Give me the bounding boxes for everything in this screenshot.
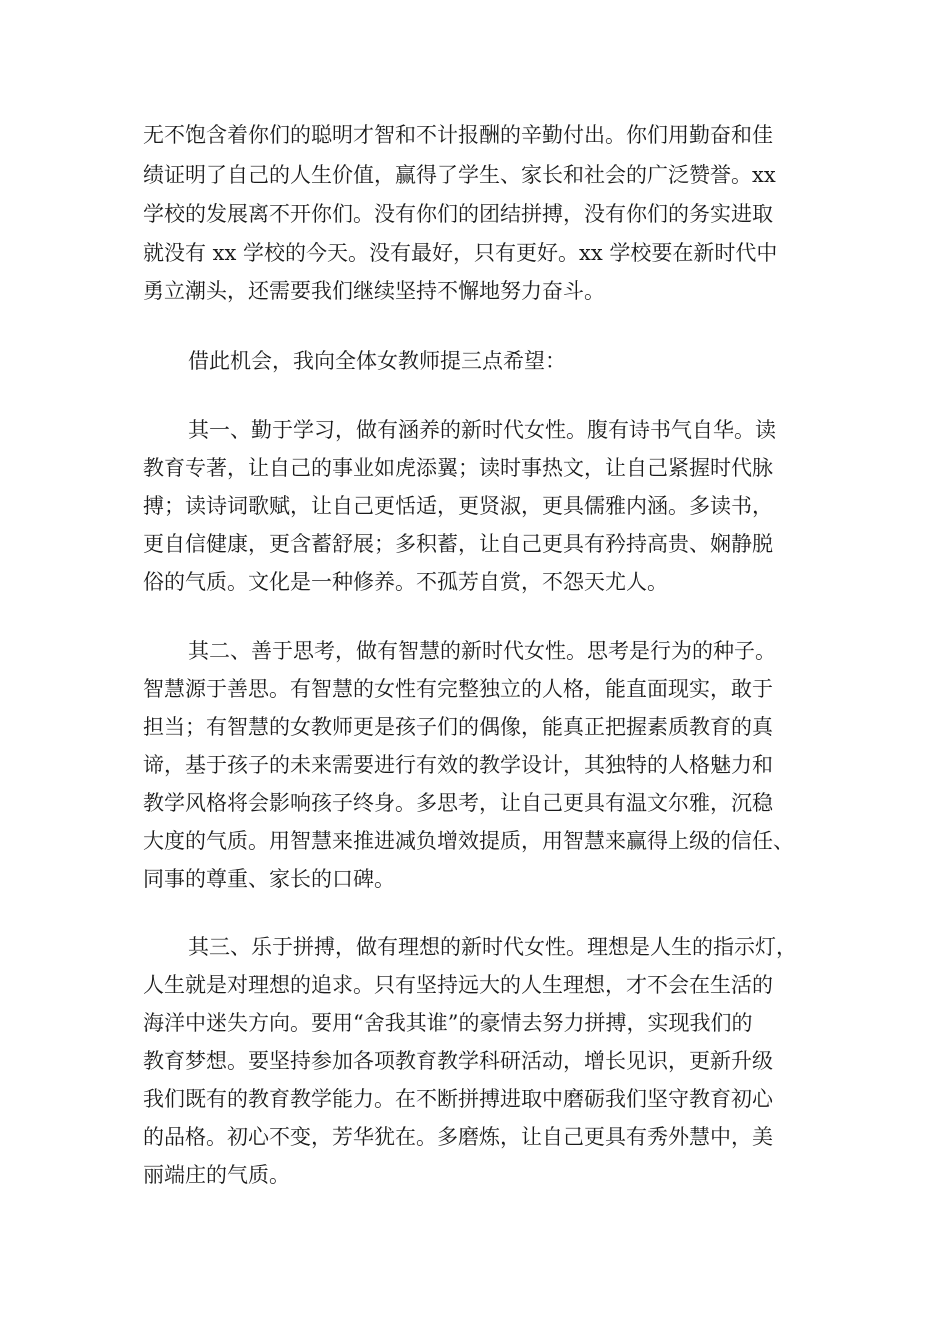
paragraph-line: 我们既有的教育教学能力。在不断拼搏进取中磨砺我们坚守教育初心 <box>143 1087 773 1111</box>
paragraph-line: 人生就是对理想的追求。只有坚持远大的人生理想，才不会在生活的 <box>143 973 773 997</box>
paragraph-line: 教育专著，让自己的事业如虎添翼；读时事热文，让自己紧握时代脉 <box>143 456 773 480</box>
paragraph-line: 海洋中迷失方向。要用“舍我其谁”的豪情去努力拼搏，实现我们的 <box>143 1011 753 1035</box>
paragraph-line: 就没有 xx 学校的今天。没有最好，只有更好。xx 学校要在新时代中 <box>143 241 778 265</box>
paragraph-line: 同事的尊重、家长的口碑。 <box>143 867 395 891</box>
paragraph-line: 教育梦想。要坚持参加各项教育教学科研活动，增长见识，更新升级 <box>143 1049 773 1073</box>
paragraph-line: 大度的气质。用智慧来推进减负增效提质，用智慧来赢得上级的信任、 <box>143 829 794 853</box>
paragraph-line: 丽端庄的气质。 <box>143 1163 290 1187</box>
paragraph-line: 智慧源于善思。有智慧的女性有完整独立的人格，能直面现实，敢于 <box>143 677 773 701</box>
paragraph-line: 绩证明了自己的人生价值，赢得了学生、家长和社会的广泛赞誉。xx <box>143 163 776 187</box>
paragraph-line: 担当；有智慧的女教师更是孩子们的偶像，能真正把握素质教育的真 <box>143 715 773 739</box>
paragraph-line: 搏；读诗词歌赋，让自己更恬适，更贤淑，更具儒雅内涵。多读书， <box>143 494 773 518</box>
paragraph-line: 学校的发展离不开你们。没有你们的团结拼搏，没有你们的务实进取 <box>143 202 773 226</box>
paragraph-line: 借此机会，我向全体女教师提三点希望： <box>188 349 566 373</box>
paragraph-line: 无不饱含着你们的聪明才智和不计报酬的辛勤付出。你们用勤奋和佳 <box>143 123 773 147</box>
paragraph-line: 更自信健康，更含蓄舒展；多积蓄，让自己更具有矜持高贵、娴静脱 <box>143 532 773 556</box>
paragraph-line: 其一、勤于学习，做有涵养的新时代女性。腹有诗书气自华。读 <box>188 418 776 442</box>
paragraph-line: 的品格。初心不变，芳华犹在。多磨炼，让自己更具有秀外慧中，美 <box>143 1125 773 1149</box>
paragraph-line: 勇立潮头，还需要我们继续坚持不懈地努力奋斗。 <box>143 279 605 303</box>
paragraph-line: 其三、乐于拼搏，做有理想的新时代女性。理想是人生的指示灯， <box>188 935 797 959</box>
paragraph-line: 教学风格将会影响孩子终身。多思考，让自己更具有温文尔雅，沉稳 <box>143 791 773 815</box>
paragraph-line: 其二、善于思考，做有智慧的新时代女性。思考是行为的种子。 <box>188 639 776 663</box>
paragraph-line: 谛，基于孩子的未来需要进行有效的教学设计，其独特的人格魅力和 <box>143 753 773 777</box>
paragraph-line: 俗的气质。文化是一种修养。不孤芳自赏，不怨天尤人。 <box>143 570 668 594</box>
